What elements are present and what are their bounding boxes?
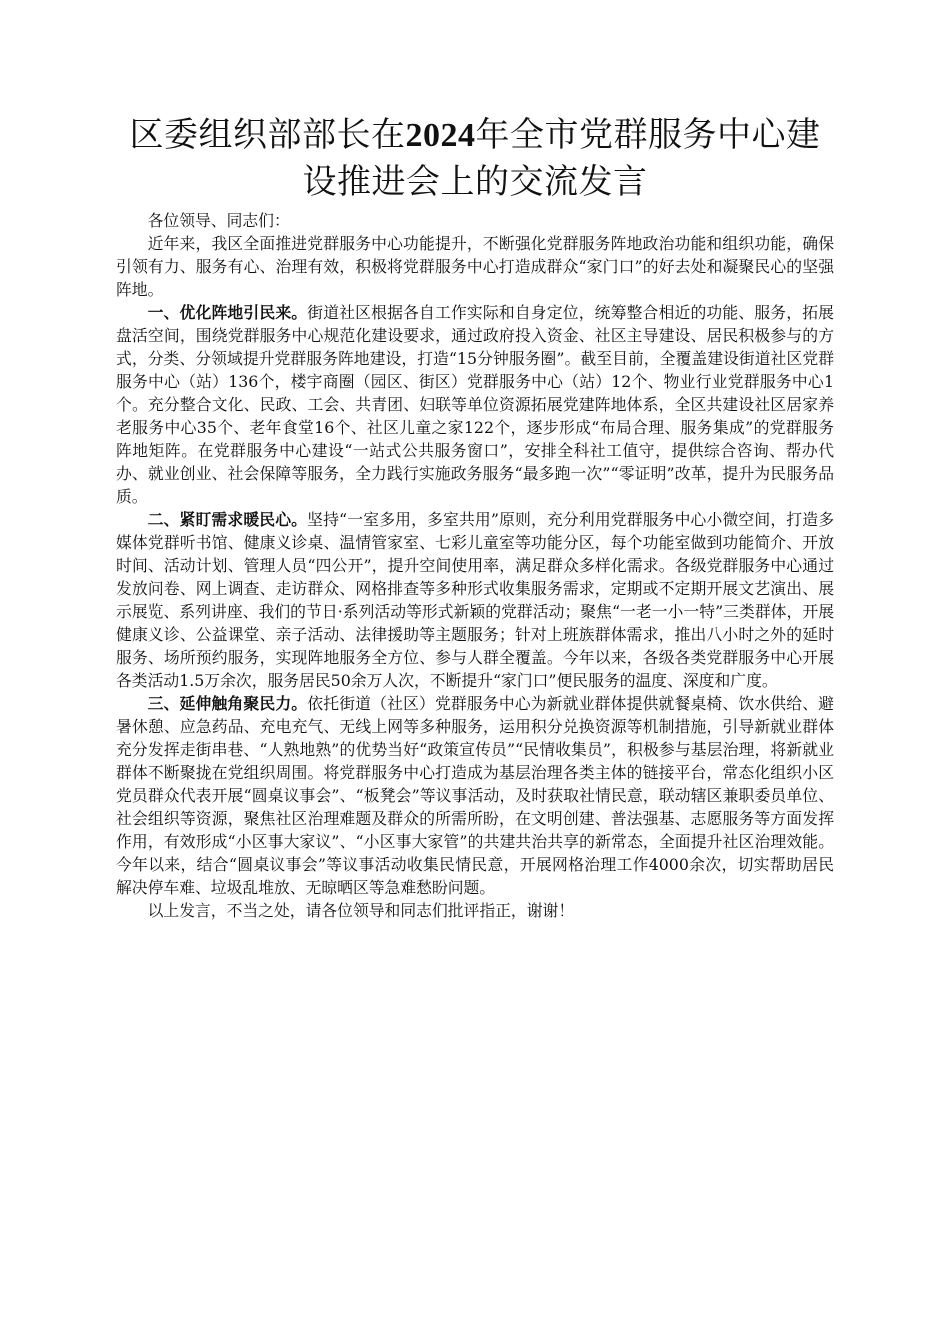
closing-paragraph: 以上发言，不当之处，请各位领导和同志们批评指正，谢谢！ <box>147 901 575 920</box>
section-text-2: 坚持“一室多用，多室共用”原则，充分利用党群服务中心小微空间，打造多媒体党群听书馆、健康义诊桌、温情管家室、七彩儿童室等功能分区，每个功能室做到功能简介、开放时间、活动计划、管理人员“四公开”，提升空间使用率，满足群众多样化需求。各级党群服务中心通过发放问卷、网上调查、走访群众、网格排查等多种形式收集服务需求，定期或不定期开展文艺演出、展示展览、系列讲座、我们的节日·系列活动等形式新颖的党群活动；聚焦“一老一小一特”三类群体，开展健康义诊、公益课堂、亲子活动、法律援助等主题服务；针对上班族群体需求，推出八小时之外的延时服务、场所预约服务，实现阵地服务全方位、参与人群全覆盖。今年以来，各级各类党群服务中心开展各类活动1.5万余次，服务居民50余万人次，不断提升“家门口”便民服务的温度、深度和广度。 <box>116 510 834 690</box>
section-heading-2: 二、紧盯需求暖民心。 <box>147 510 308 529</box>
section-heading-1: 一、优化阵地引民来。 <box>147 303 308 322</box>
salutation: 各位领导、同志们： <box>147 211 290 230</box>
title-prefix: 区委组织部部长在 <box>129 115 406 155</box>
title-suffix: 年全市党群服务中心建设推进会上的交流发言 <box>302 115 821 202</box>
intro-paragraph: 近年来，我区全面推进党群服务中心功能提升，不断强化党群服务阵地政治功能和组织功能，确保引领有力、服务有心、治理有效，积极将党群服务中心打造成群众“家门口”的好去处和凝聚民心的坚强阵地。 <box>116 234 834 299</box>
section-paragraph-1 <box>116 301 834 508</box>
section-paragraph-3 <box>116 692 834 899</box>
section-heading-3: 三、延伸触角聚民力。 <box>147 694 308 713</box>
title-year: 2024 <box>405 117 476 154</box>
section-paragraph-2 <box>116 508 834 692</box>
document-page <box>116 112 834 922</box>
document-body <box>116 209 834 922</box>
section-text-3: 依托街道（社区）党群服务中心为新就业群体提供就餐桌椅、饮水供给、避暑休憩、应急药品、充电充气、无线上网等多种服务，运用积分兑换资源等机制措施，引导新就业群体充分发挥走街串巷、“人熟地熟”的优势当好“政策宣传员”“民情收集员”，积极参与基层治理，将新就业群体不断聚拢在党组织周围。将党群服务中心打造成为基层治理各类主体的链接平台，常态化组织小区党员群众代表开展“圆桌议事会”、“板凳会”等议事活动，及时获取社情民意，联动辖区兼职委员单位、社会组织等资源，聚焦社区治理难题及群众的所需所盼，在文明创建、普法强基、志愿服务等方面发挥作用，有效形成“小区事大家议”、“小区事大家管”的共建共治共享的新常态，全面提升社区治理效能。今年以来，结合“圆桌议事会”等议事活动收集民情民意，开展网格治理工作4000余次，切实帮助居民解决停车难、垃圾乱堆放、无晾晒区等急难愁盼问题。 <box>116 694 834 897</box>
document-title <box>116 112 834 205</box>
section-text-1: 街道社区根据各自工作实际和自身定位，统筹整合相近的功能、服务，拓展盘活空间，围绕党群服务中心规范化建设要求，通过政府投入资金、社区主导建设、居民积极参与的方式，分类、分领域提升党群服务阵地建设，打造“15分钟服务圈”。截至目前，全覆盖建设街道社区党群服务中心（站）136个，楼宇商圈（园区、街区）党群服务中心（站）12个、物业行业党群服务中心1个。充分整合文化、民政、工会、共青团、妇联等单位资源拓展党建阵地体系，全区共建设社区居家养老服务中心35个、老年食堂16个、社区儿童之家122个，逐步形成“布局合理、服务集成”的党群服务阵地矩阵。在党群服务中心建设“一站式公共服务窗口”，安排全科社工值守，提供综合咨询、帮办代办、就业创业、社会保障等服务，全力践行实施政务服务“最多跑一次”“零证明”改革，提升为民服务品质。 <box>116 303 834 506</box>
